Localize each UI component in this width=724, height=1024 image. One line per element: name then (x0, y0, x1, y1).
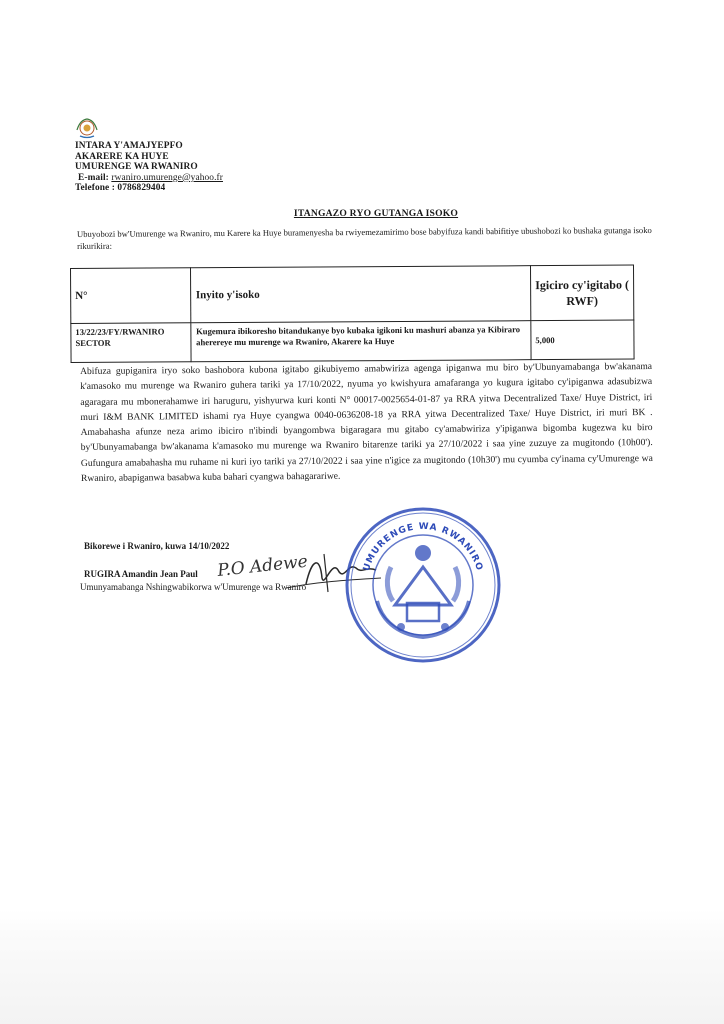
header-tender-name: Inyito y'isoko (190, 266, 531, 323)
district-line: AKARERE KA HUYE (75, 151, 169, 162)
email-label: E-mail: (78, 172, 112, 183)
body-paragraph: Abifuza gupiganira iryo soko bashobora kubona igitabo gikubiyemo amabwiriza agenga ipiganwa mu biro by'Ubunyamabanga bw'akanama k'amasoko mu murenge wa Rwaniro guhera tariki ya 17/10/2022, nyuma yo kwishyura amafaranga yo kugura igitabo cy'ipiganwa adasubizwa agaragara mu mbonerahamwe iri haruguru, yishyurwa kuri konti N° 00017-0025654-01-87 ya RRA yitwa Decentralized Taxe/ Huye District, iri muri I&M BANK LIMITED ishami rya Huye cyangwa 0040-0636208-18 ya RRA yitwa Decentralized Taxe/ Huye District, iri muri BK . Amabahasha afunze neza arimo ibiciro n'ibindi byangombwa bigaragara mu gitabo cy'amabwiriza y'ipiganwa bigomba kugezwa ku biro by'Ubunyamabanga bw'akanama k'amasoko mu murenge wa Rwaniro bitarenze tariki ya 27/10/2022 i saa yine zuzuye za mugitondo (10h00'). Gufungura amabahasha mu ruhame ni kuri iyo tariki ya 27/10/2022 i saa yine n'igice za mugitondo (10h30') mu cyumba cy'inama cy'Umurenge wa Rwaniro, abapiganwa basabwa kuba bahari cyangwa bahagarariwe. (80, 361, 653, 485)
tender-table (70, 265, 635, 363)
email-line (75, 173, 223, 184)
header-price: Igiciro cy'igitabo ( RWF) (530, 265, 633, 321)
tender-price: 5,000 (531, 320, 634, 360)
scan-shadow (0, 910, 724, 1024)
sector-line: UMURENGE WA RWANIRO (75, 162, 198, 173)
notice-title: ITANGAZO RYO GUTANGA ISOKO (293, 208, 459, 219)
tender-description: Kugemura ibikoresho bitandukanye byo kubaka igikoni ku mashuri abanza ya Kibiraro aherereye mu murenge wa Rwaniro, Akarere ka Huye (191, 321, 531, 362)
header-number: N° (71, 268, 191, 324)
letterhead (75, 141, 223, 194)
tender-code: 13/22/23/FY/RWANIRO SECTOR (71, 323, 191, 363)
phone-line: Telefone : 0786829404 (75, 183, 166, 194)
official-stamp (343, 505, 503, 665)
svg-text:UMURENGE WA RWANIRO: UMURENGE WA RWANIRO (361, 521, 485, 573)
signer-name: RUGIRA Amandin Jean Paul (84, 569, 198, 579)
table-header-row (71, 265, 634, 323)
signer-title: Umunyamabanga Nshingwabikorwa w'Umurenge wa Rwaniro (80, 582, 307, 592)
email-link[interactable]: rwaniro.umurenge@yahoo.fr (111, 172, 223, 183)
rwanda-emblem-icon (74, 116, 100, 140)
table-row (71, 320, 634, 362)
svg-text:P.O Adewe: P.O Adewe (216, 551, 309, 581)
province-line: INTARA Y'AMAJYEPFO (75, 141, 183, 151)
place-date: Bikorewe i Rwaniro, kuwa 14/10/2022 (84, 541, 230, 551)
intro-paragraph: Ubuyobozi bw'Umurenge wa Rwaniro, mu Karere ka Huye buramenyesha ba rwiyemezamirimo bose babyifuza kandi babifitiye ubushobozi ko bushaka gutanga isoko rikurikira: (77, 224, 652, 251)
